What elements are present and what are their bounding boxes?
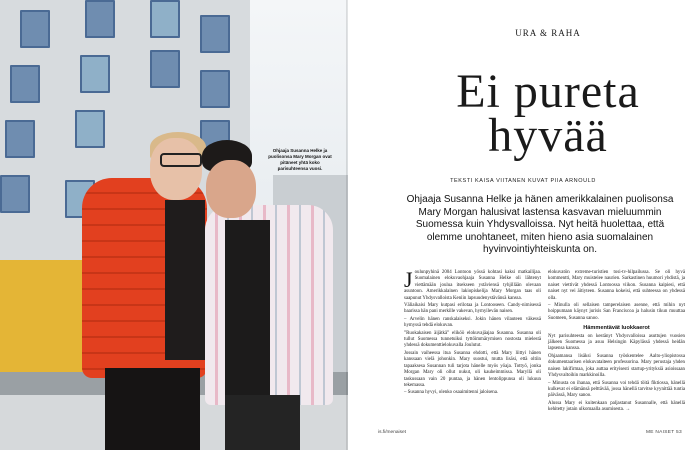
body-paragraph: – Minulla oli sellaisen tamperelaisen asenne, että mihin nyt hoippumaan käynyt jurisis San Franciscoa ja halusin tikun muuttaa Suomeen, Susanna sanoo. <box>548 303 685 321</box>
body-column-1 <box>404 267 541 398</box>
body-paragraph: – Susanna hyvyi, olenko osaaimitenni jaloisena. <box>404 390 499 396</box>
article-page <box>348 0 696 450</box>
window <box>200 70 230 108</box>
section-label: URA & RAHA <box>515 28 581 38</box>
face-susanna <box>150 138 202 200</box>
face-mary <box>206 160 256 218</box>
black-top <box>165 200 205 360</box>
body-column-2 <box>548 270 685 415</box>
body-paragraph: – Minusta on ihanaa, että Susanna voi tehdä töitä fiktiossa, hänellä kulkevat ei elämänsä pelttävää, jossa hänellä tarvitse kyynittää tuntia päivässä, Mary sanoo. <box>548 380 685 399</box>
body-paragraph: – Arvelin hänen ranskalaiseksi. Jokin hänen vilauteen väkessä hymyssä tehdä elokuvan. <box>404 316 541 329</box>
black-pants <box>225 395 300 450</box>
body-paragraph: elokuvatön extreme-turistien tosi-tv-hilpailussa. Se oli hyvä kommentti, Mary muistelee naurien. Sarkastinen huumori yhdistä, ja naiset viettivät yhdessä Lontoossa viikon. Susanna kaipiesi, että naiset nyt vei äitiyteen. Susanna kokeisi, että suhteessa on yhdessä olla. <box>548 270 685 301</box>
page-folio: ME NAISET 53 <box>645 430 682 435</box>
window <box>200 15 230 53</box>
window <box>10 65 40 103</box>
body-paragraph: Alussa Mary ei kuitenkaan paljastanut Susannalle, että hänellä kehitetty jotain ulkomaalla asumisesta. → <box>548 400 685 413</box>
window <box>80 55 110 93</box>
body-paragraph: Ohjaamansa lisäksi Susanna työskentelee Aalto-yliopistossa dokumentaarisen elokuvataiteen professorina. Mary perustaja yhden naisen lakifirmaa, joka auttaa erityisesti startup-yrityksiä asioissaan Yhdysvaltoihin markkinoilla. <box>548 353 685 379</box>
headline-line-1: Ei pureta <box>456 65 640 118</box>
drop-cap: J <box>404 267 413 292</box>
window <box>0 175 30 213</box>
black-skirt <box>105 368 200 450</box>
window <box>5 120 35 158</box>
window <box>150 0 180 38</box>
window <box>20 10 50 48</box>
window <box>150 50 180 88</box>
headline-line-2: hyvää <box>488 109 608 162</box>
site-url: is.fi/menaiset <box>378 430 406 435</box>
byline-credits: TEKSTI KAISA VIITANEN KUVAT PIIA ARNOULD <box>450 178 596 184</box>
lede-paragraph: Ohjaaja Susanna Helke ja hänen amerikkalainen puolisonsa Mary Morgan halusivat lastensa kasvavan mieluummin Suomessa kuin Yhdysvalloissa. Nyt heitä huolettaa, että olemme unohtaneet, miten hieno asia suomalainen hyvinvointiyhteiskunta on. <box>406 194 674 256</box>
black-shirt <box>225 220 270 400</box>
continue-arrow-icon: → <box>625 407 631 413</box>
body-paragraph: Jossain vaiheessa itua Susanna ehdotti, että Mary liittyi hänen kanssaan vielä johonkin. Mary suostui, mutta lisäsi, että oltiin tapaaksesa Susannan tuli tarjota hänelle myös yöaja. Tottyö, jonka Morgan Mary oli ollut nukut, oli kauheimmissa. Maryllä oli taskussaan vain 20 puntaa, ja hänen lentolippunsa oli lukuun tekemassa. <box>404 350 541 388</box>
subheading: Hämmentävät luokkaerot <box>583 325 650 332</box>
glasses-icon <box>160 153 202 167</box>
headline <box>418 65 678 162</box>
body-paragraph: Joulunpyhinä 2004 Lontoon yössä kohtasi kaksi matkailijaa. Suomalainen elokuvaohjaaja Susanna Helke oli lähtenyt viettämään joulua itsekseen ystäviensä tyhjillään olevaan asuntoon. Amerikkalainen lakiopiskelija Mary Morgan taas oli saapunut Yhdysvalloista Keniin lapsuudenystävänsä kanssa. <box>404 267 541 301</box>
body-paragraph: Nyt parisuhteesta on kestänyt Yhdysvalloissa asuttujen vuosien jälkeen Suomessa ja asuu Helsingin Käpylässä yhdessä heidän lapsensa kanssa. <box>548 333 685 352</box>
body-paragraph: Väliaikaisi Mary kutpasi erilotaa ja Lontooseen. Candy-nimisessä baarissa hän pani merkille vakevan, hymyilevän naisen. <box>404 303 541 315</box>
body-paragraph: ”Ruokakaisen äijätkä” eliköö elokuvajäajaa Susanna. Susanna oli tullut Suomessa tunnetuiksi tyttöimmärymisen nostosta mielestä yhdessä dokumenttielokuvalla Joulutut. <box>404 330 541 349</box>
window <box>85 0 115 38</box>
window <box>75 110 105 148</box>
photo-caption: Ohjaaja Susanna Helke ja puolisonsa Mary Morgan ovat pitäneet yhtä koko parisuhteensa vuosi. <box>268 148 332 171</box>
